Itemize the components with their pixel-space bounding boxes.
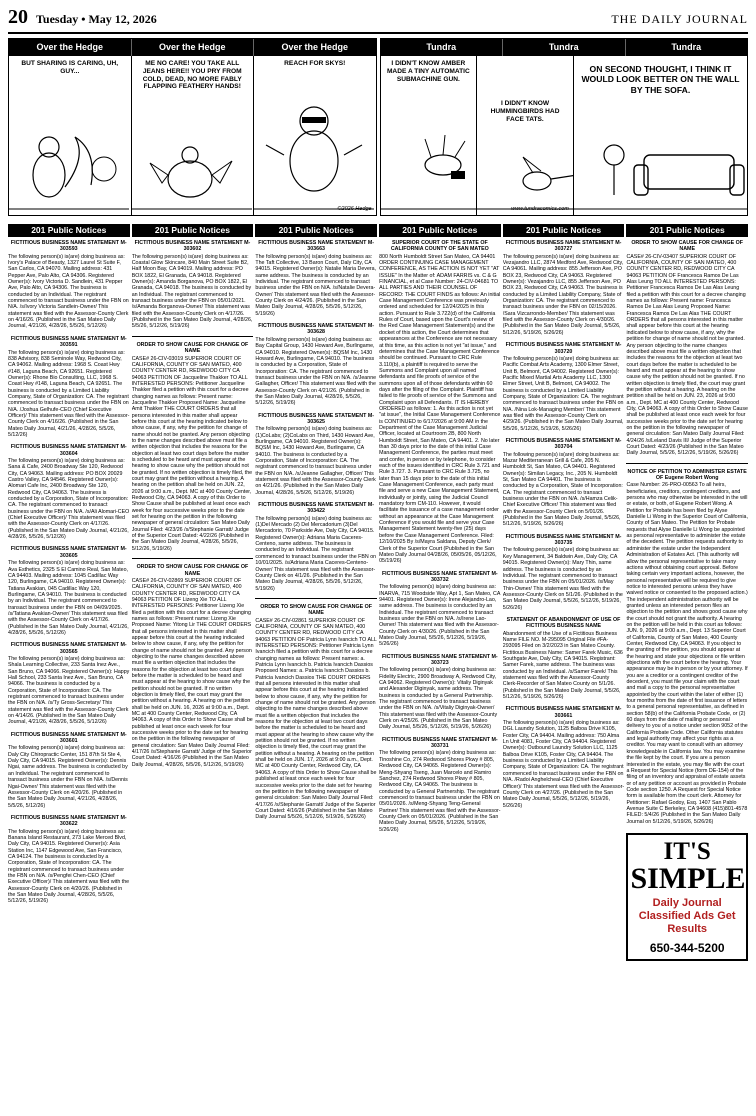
legal-notice: [379, 240, 501, 565]
strip-title-bar: [381, 39, 748, 56]
notice-title: FICTITIOUS BUSINESS NAME STATEMENT M-303663: [258, 240, 374, 253]
ad-headline: IT'S: [663, 837, 711, 865]
notices-column-3: [255, 224, 377, 1112]
legal-notice: [255, 240, 377, 317]
notice-body: The following person(s) is(are) doing business as: Tinoshine Co, 274 Redwood Shores Pkwy # 805, Redwood City, CA 94065. Registered Owner(s): Meng-Shyang Tseng, Juan Marcelo and Ramiro Sanchez, 274 Redwood Shores Pkwy # 805, Redwood City, CA 94065. The business is conducted by a General Partnership. The registrant commenced to transact business under the FBN on 05/01/2026. /s/Meng-Shyang Teng-General Partner/ This statement was filed with the Assessor-County Clerk on 05/01/2026. (Published in the San Mateo Daily Journal, 5/5/26, 5/12/26, 5/19/26, 5/26/26): [379, 750, 501, 833]
notice-title: FICTITIOUS BUSINESS NAME STATEMENT M-303731: [381, 736, 498, 750]
notice-body: The following person(s) is(are) doing business as: INARVA, 715 Woodside Way, Apt 1, San Mateo, CA 94401. Registered Owner(s): Irene Alejandro-Lao, same address. The business is conducted by an Individual. The registrant commenced to transact business under the FBN on N/A. /s/Irene Lao-Owner/ This statement was filed with the Assessor-County Clerk on 4/30/26. (Published in the San Mateo Daily Journal, 5/5/26, 5/12/26, 5/19/26, 5/26/26): [379, 584, 501, 648]
legal-notice: [379, 571, 501, 648]
legal-notice: [503, 438, 625, 528]
strip-title: Tundra: [671, 42, 702, 52]
notices-column-6: [626, 224, 748, 1112]
notice-title: FICTITIOUS BUSINESS NAME STATEMENT M-303601: [10, 731, 127, 745]
public-notices-section: [8, 224, 748, 1112]
notices-column-4: [379, 224, 501, 1112]
legal-notice: [255, 413, 377, 496]
divider: [132, 558, 254, 559]
legal-notice: [8, 444, 130, 540]
notice-body: The following person(s) is(are) doing business as: Ava Esthetics, 2325 S El Camino Real, San Mateo, CA 94403. Mailing address: 1045 Cadillac Way 120, Burlingame, CA 94010. Registered Owner(s): Tatiana Avakian, 045 Cadillac Way 120, Burlingame, CA 94010. The business is conducted by an Individual. The registrant commenced to transact business under the FBN on 04/09/2025. /s/Tatiana Avakian-Owner/ This statement was filed with the Assessor-County Clerk on 4/17/26. (Published in the San Mateo Daily Journal, 4/21/26, 4/28/26, 5/5/26, 5/12/26): [8, 560, 129, 636]
notice-title: FICTITIOUS BUSINESS NAME STATEMENT M-303704: [505, 437, 622, 451]
ad-tagline: Daily Journal Classified Ads Get Results: [638, 896, 736, 936]
notice-body: The following person(s) is(are) doing business as: Fidelity Electric, 2900 Broadway A, Redwood City, CA 94062. Registered Owner(s): Vitaliy Diginyak and Alexander Diginyak, same address. The business is conducted by a General Partnership. The registrant commenced to transact business under the FBN on N/A. /s/Vitaliy Diginyak-Owner/ This statement was filed with the Assessor-County Clerk on 4/25/26. (Published in the San Mateo Daily Journal, 5/5/26, 5/12/26, 5/19/26, 5/26/26): [379, 667, 498, 731]
notice-title: ORDER TO SHOW CAUSE FOR CHANGE OF NAME: [136, 341, 249, 355]
strip-title: Over the Hedge: [281, 42, 349, 52]
notice-title: FICTITIOUS BUSINESS NAME STATEMENT M-303605: [10, 546, 127, 559]
legal-notice: [8, 546, 130, 636]
column-heading: 201 Public Notices: [132, 224, 254, 237]
issue-date: Tuesday • May 12, 2026: [36, 12, 157, 26]
notice-title: FICTITIOUS BUSINESS NAME STATEMENT M-303727: [505, 240, 622, 253]
column-heading: 201 Public Notices: [503, 224, 625, 237]
notice-body: The following person(s) is(are) doing business as: Pacific Combat Arts Academy, 1300 Elmer Street, Unit B, Belmont, CA 94002. Registered Owner(s): Pacific Mixed Martial Arts Academy LLC, 1300 Elmer Street, Unit B, Belmont, CA 94002. The business is conducted by a Limited Liability Company, State of Organization: CA. The registrant commenced to transact business under the FBN on N/A. /Nina Lok-Managing Member/ This statement was filed with the Assessor-County Clerk on 4/29/26. (Published in the San Mateo Daily Journal, 5/5/26, 5/12/26, 5/19/26, 5/26/26): [502, 355, 624, 432]
legal-notice: [255, 604, 377, 821]
notice-body: The following person(s) is(are) doing business as: Ivory's Palace of Beauty, 1327 Laurel St Suite F, San Carlos, CA 94070. Mailing address: 431 Pepper Ave, Palo Alto, CA 94306. Registered Owner(s): Ivory Victoria D. Sandlein, 431 Pepper Ave, Palo Alto, CA 94306. The business is conducted by an Individual. The registrant commenced to transact business under the FBN on N/A. /s/Ivory Victoria Sandlein-Owner/ This statement was filed with the Assessor-County Clerk on 4/16/26. (Published in the San Mateo Daily Journal, 4/21/26, 4/28/26, 5/5/26, 5/12/26): [8, 253, 129, 330]
masthead: [8, 6, 748, 34]
notice-body: CASE# 26-CIV-02869 SUPERIOR COURT OF CALIFORNIA, COUNTY OF SAN MATEO, 400 COUNTY CENTER RD, REDWOOD CITY CA 94063 PETITION OF Lizeng Xie TO ALL INTERESTED PERSONS: Petitioner Lizeng Xie filed a petition with this court for a decree changing names as follows: Present name: Lizeng Xie Proposed Name: Yitong Lir THE COURT ORDERS that all persons interested in this matter shall appear before this court at the hearing indicated below to show cause, if any, why the petition for change of name should not be granted. Any person objecting to the name changes described above must file a written objection that includes the reasons for the objection at least two court days before the matter is scheduled to be heard and must appear at the hearing to show cause why the petition should not be granted. If no written objection is timely filed, the court may grant the petition without a hearing. A hearing on the petition shall be held on JUN. 16, 2026 at 9:00 a.m., Dept. MC at 400 County Center, Redwood City, CA 94063. A copy of this Order to Show Cause shall be published at least once each week for four successive weeks prior to the date set for hearing on the petition in the following newspaper of general circulation: San Mateo Daily Journal Filed: 4/17/26 /s/Stephanie Garratt/ Judge of the Superior Court Dated: 4/16/26 (Published in the San Mateo Daily Journal, 4/28/26, 5/5/26, 5/12/26, 5/19/26): [131, 577, 253, 768]
speech-bubble: BUT SHARING IS CARING, UH, GUY...: [21, 60, 119, 75]
hummingbird-drawing: [477, 145, 574, 215]
legal-notice: [255, 323, 377, 406]
notice-body: The following person(s) is(are) doing business as: Banana Island Restaurant, 273 Lake Merced Blvd, Daly City, CA 94015. Registered Owner(s): Asia Station Inc, 1147 Edgewood Ave, San Francisco, CA 94124. The business is conducted by a Corporation, State of Incorporation: CA. The registrant commenced to transact business under the FBN on N/A. /s/Pengfei Chen-CEO (Chief Executive Officer)/ This statement was filed with the Assessor-County Clerk on 4/20/26. (Published in the San Mateo Daily Journal, 4/28/26, 5/5/26, 5/12/26, 5/19/26): [8, 828, 130, 905]
comic-signature: ©2026 Hedge: [337, 206, 372, 212]
notice-body: The following person(s) is(are) doing business as: The Taft Collective, 13 Baron Court, Daly City, CA 94015. Registered Owner(s): Natalie Maria Devera, same address. The business is conducted by an Individual. The registrant commenced to transact business under the FBN on N/A. /s/Natalie Devera-Owner/ This statement was filed with the Assessor-County Clerk on 4/24/26. (Published in the San Mateo Daily Journal, 4/28/26, 5/5/26, 5/12/26, 5/19/26): [255, 253, 377, 317]
comic-strip-over-the-hedge: [8, 38, 377, 216]
legal-notice: [503, 534, 625, 611]
comic-strip-tundra: [380, 38, 749, 216]
notice-body: The following person(s) is(are) doing business as: Vezajandro LLC, 2874 Medford Ave, Redwood City, CA 94061. Mailing address: 855 Jefferson Ave, PO BOX 23, Redwood City, CA 94063. Registered Owner(s): Vezajandro LLC, 855 Jefferson Ave, PO BOX 23, Redwood City, CA 94063. The business is conducted by a Limited Liability Company, State of Organization: CA. The registrant commenced to transact business under the FBN on 02/15/2026. /Sara Vizcarrondo-Member/ This statement was filed with the Assessor-County Clerk on 4/30/26. (Published in the San Mateo Daily Journal, 5/5/26, 5/12/26, 5/19/26, 5/26/26): [502, 253, 624, 336]
notice-title: FICTITIOUS BUSINESS NAME STATEMENT M-303735: [505, 533, 622, 547]
page-number: 20: [8, 6, 28, 28]
legal-notice: [132, 342, 254, 552]
legal-notice: [626, 240, 748, 457]
wasp-drawing: [381, 95, 478, 215]
notice-body: Case Number: 26-PRO-00563 To all heirs, beneficiaries, creditors, contingent creditors, and persons who may otherwise be interested in the will or estate, or both, of Eugene Robert Wong. A Petition for Probate has been filed by Alyse Danielle Li Wong in the Superior Court of California, County of San Mateo. The Petition for Probate requests that Alyse Danielle Li Wong be appointed as personal representative to administer the estate of the decedent. The petition requests authority to administer the estate under the Independent Administration of Estates Act. (This authority will allow the personal representative to take many actions without obtaining court approval. Before taking certain very important actions, however, the personal representative will be required to give notice to interested persons unless they have waived notice or consented to the proposed action.) The independent administration authority will be granted unless an interested person files an objection to the petition and shows good cause why the court should not grant the authority. A hearing on the petition will be held in this court as follows: JUN. 9, 2026 at 9:00 a.m., Dept. 13 Superior Court of California, County of San Mateo, 400 County Center, Redwood City, CA 94063. If you object to the granting of the petition, you should appear at the hearing and state your objections or file written objections with the court before the hearing. Your appearance may be in person or by your attorney. If you are a creditor or a contingent creditor of the decedent, you must file your claim with the court and mail a copy to the personal representative appointed by the court within the later of either (1) four months from the date of first issuance of letters to a general personal representative, as defined in section 58(b) of the California Probate Code, or (2) 60 days from the date of mailing or personal delivery to you of a notice under section 9052 of the California Probate Code. Other California statutes and legal authority may affect your rights as a creditor. You may want to consult with an attorney knowledgeable in California law. You may examine the file kept by the court. If you are a person interested in the estate, you may file with the court a Request for Special Notice (form DE-154) of the filing of an inventory and appraisal of estate assets or of any petition or account as provided in Probate Code section 1250. A Request for Special Notice form is available from the court clerk. Attorney for Petitioner: Rafael Godoy, Esq. 1407 San Pablo Avenue Suite C Berkeley, CA 94608 (415)801-4578 FILED: 5/4/26 (Published in the San Mateo Daily Journal on 5/12/26, 5/19/26, 5/26/26): [626, 482, 748, 825]
notice-title: FICTITIOUS BUSINESS NAME STATEMENT M-303422: [258, 502, 374, 515]
notice-body: The following person(s) is(are) doing business as: Daly City Chiropractic Center, 151 87th St Ste 4, Daly City, CA 94015. Registered Owner(s): Dennis Ngai, same address. The business is conducted by an Individual. The registrant commenced to transact business under the FBN on N/A. /s/Dennis Ngai-Owner/ This statement was filed with the Assessor-County Clerk on 4/20/26. (Published in the San Mateo Daily Journal, 4/21/26, 4/28/26, 5/5/26, 5/12/26): [8, 745, 128, 809]
notice-body: The following person(s) is(are) doing business as: 838 Advisory, 838 Seminole Way, Redwood City, CA 94062. Mailing address: 1968 S. Coast Hwy #148, Laguna Beach, CA 92651. Registered Owner(s): Rhone Bio Consulting, LLC, 1968 S. Coast Hwy #148, Laguna Beach, CA 92651. The business is conducted by a Limited Liability Company, State of Organization: CA. The registrant commenced to transact business under the FBN on N/A. /Joshua Gelhufe-CEO (Chief Executive Officer)/ This statement was filed with the Assessor-County Clerk on 4/16/26. (Published in the San Mateo Daily Journal, 4/21/26, 4/28/26, 5/5/26, 5/12/26): [8, 349, 130, 438]
notice-title: FICTITIOUS BUSINESS NAME STATEMENT M-303661: [505, 706, 622, 719]
strip-title: Tundra: [381, 39, 504, 56]
speech-bubble: ME NO CARE! YOU TAKE ALL JEANS HERE!! YOU PRY FROM COLD, DEAD, NO MORE FABLY FLAPPING FEATHERY HANDS!: [142, 60, 242, 91]
classified-ad: [626, 833, 748, 961]
notice-body: The following person(s) is(are) doing business as: (1)Del Mercado (2) Del Mercadorium (3)Del Mercadorio, 70 Parkside Ave, Daly City, CA 94015. Registered Owner(s): Adriana Maria Caceres-Centeno, same address. The business is conducted by an Individual. The registrant commenced to transact business under the FBN on 10/01/2025. /s/Adriana Maria Caceres-Centeno-Owner/ This statement was filed with the Assessor-County Clerk on 4/1/26. (Published in the San Mateo Daily Journal, 4/28/26, 5/5/26, 5/12/26, 5/19/26): [255, 515, 377, 592]
comic-panel: [574, 56, 747, 215]
speech-bubble: ON SECOND THOUGHT, I THINK IT WOULD LOOK BETTER ON THE WALL BY THE SOFA.: [581, 64, 740, 95]
notice-title: ORDER TO SHOW CAUSE FOR CHANGE OF NAME: [260, 603, 372, 617]
comic-panel: [477, 56, 574, 215]
strip-title: Tundra: [503, 39, 626, 56]
legal-notice: [8, 642, 130, 725]
notice-title: FICTITIOUS BUSINESS NAME STATEMENT M-303628: [258, 323, 374, 336]
legal-notice: [8, 732, 130, 809]
notice-title: FICTITIOUS BUSINESS NAME STATEMENT M-303593: [10, 240, 127, 253]
comic-panel: [381, 56, 478, 215]
bird-drawing: [132, 115, 252, 215]
legal-notice: [132, 240, 254, 330]
notice-body: CASE# 26-CIV-02861 SUPERIOR COURT OF CALIFORNIA, COUNTY OF SAN MATEO, 400 COUNTY CENTER RD, REDWOOD CITY CA 94063 PETITION OF Patricia Lynn Ivancich TO ALL INTERESTED PERSONS: Petitioner Patricia Lynn Ivancich filed a petition with this court for a decree changing names as follows: Present names: a. Patricia Lynn Ivancich b. Patricia Ivancich Dassios Proposed Names: a. Patricia Ivancich Dassios b. Patricia Ivancich Dassios THE COURT ORDERS that all persons interested in this matter shall appear before this court at the hearing indicated below to show cause, if any, why the petition for change of name should not be granted. Any person objecting to the name changes described above must file a written objection that includes the reasons for the objection at least two court days before the matter is scheduled to be heard and must appear at the hearing to show cause why the petition should not be granted. If no written objection is timely filed, the court may grant the petition without a hearing. A hearing on the petition shall be held on JUN. 17, 2026 at 9:00 a.m., Dept. MC at 400 County Center, Redwood City, CA 94063. A copy of this Order to Show Cause shall be published at least once each week for four successive weeks prior to the date set for hearing on the petition in the following newspaper of general circulation: San Mateo Daily Journal Filed: 4/17/26 /s/Stephanie Garratt/ Judge of the Superior Court Dated: 4/16/26 (Published in the San Mateo Daily Journal 5/5/26, 5/12/26, 5/19/26, 5/26/26): [255, 617, 377, 821]
notices-column-2: [132, 224, 254, 1112]
notice-title: FICTITIOUS BUSINESS NAME STATEMENT M-303723: [381, 653, 498, 666]
notice-title: FICTITIOUS BUSINESS NAME STATEMENT M-303591: [10, 335, 127, 349]
newspaper-name: THE DAILY JOURNAL: [611, 12, 748, 26]
notice-body: The following person(s) is(are) doing business as: Key Management, 34 Baldwin Ave, Daly City, CA 94015. Registered Owner(s): Mary Thin, same address. The business is conducted by an Individual. The registrant commenced to transact business under the FBN on 05/01/2026. /s/May Thin-Owner/ This statement was filed with the Assessor-County Clerk on 5/1/26. (Published in the San Mateo Daily Journal, 5/5/26, 5/12/26, 5/19/26, 5/26/26): [502, 547, 623, 611]
legal-notice: [379, 737, 501, 833]
divider: [132, 336, 254, 337]
legal-notice: [503, 706, 625, 809]
strip-title: Over the Hedge: [132, 39, 255, 56]
legal-notice: [132, 564, 254, 768]
notice-body: The following person(s) is(are) doing business as: Coastal Glow Skincare, 840 Main Street Suite B2, Half Moon Bay, CA 94019. Mailing address: PO BOX 1822, El Granada, CA 94018. Registered Owner(s): Amanda Borganova, PO BOX 1822, El Granada, CA 94018. The business is conducted by an Individual. The registrant commenced to transact business under the FBN on 05/01/2021. /s/Amanda Borganova-Owner/ This statement was filed with the Assessor-County Clerk on 4/17/26. (Published in the San Mateo Daily Journal, 4/28/26, 5/5/26, 5/12/26, 5/19/26): [131, 253, 253, 330]
column-heading: 201 Public Notices: [255, 224, 377, 237]
notice-body: The following person(s) is(are) doing business as: DGL Laundry Solution, 1125 Balboa Drive K105, Foster City, CA 94404. Mailing address: 750 Alma Ln Unit 4081, Foster City, CA 94404. Registered Owner(s): Outbound Laundry Solution LLC, 1125 Balboa Drive K105, Foster City, CA 94404. The business is conducted by a Limited Liability Company, State of Organization: CA. The registrant commenced to transact business under the FBN on N/A. /Radoi Anghelcheal-CEO (Chief Executive Officer)/ This statement was filed with the Assessor-County Clerk on 4/27/26. (Published in the San Mateo Daily Journal, 5/5/26, 5/12/26, 5/19/26, 5/26/26): [502, 720, 625, 809]
column-heading: 201 Public Notices: [379, 224, 501, 237]
divider: [255, 598, 377, 599]
speech-bubble: I DIDN'T KNOW AMBER MADE A TINY AUTOMATIC SUBMACHINE GUN.: [386, 60, 470, 83]
notices-column-5: [503, 224, 625, 1112]
notice-title: ORDER TO SHOW CAUSE FOR CHANGE OF NAME: [136, 564, 249, 577]
notice-title: FICTITIOUS BUSINESS NAME STATEMENT M-303720: [505, 342, 622, 355]
raccoon-drawing: [254, 75, 374, 215]
notice-title: FICTITIOUS BUSINESS NAME STATEMENT M-303602: [134, 240, 251, 253]
speech-bubble: I DIDN'T KNOW HUMMINGBIRDS HAD FACE TATS.: [490, 100, 560, 123]
notice-body: The following person(s) is(are) doing business as: Mazar Mediterranean Grill & Cafe, 205 N. Humboldt St, San Mateo, CA 94401. Registered Owner(s): Similan Legacy, Inc., 205 N. Humboldt St, San Mateo CA 94401. The business is conducted by a Corporation, State of Incorporation: CA. The registrant commenced to transact business under the FBN on N/A. /s/Hamza Celik-Chief Executive Officer/ This statement was filed with the Assessor-County Clerk on 5/01/26. (Published in the San Mateo Daily Journal, 5/5/26, 5/12/26, 5/19/26, 5/26/26): [502, 451, 623, 528]
notice-title: NOTICE OF PETITION TO ADMINISTER ESTATE OF Eugene Robert Wong: [627, 468, 747, 482]
column-heading: 201 Public Notices: [626, 224, 748, 237]
ad-phone-number: 650-344-5200: [649, 940, 725, 955]
notice-title: FICTITIOUS BUSINESS NAME STATEMENT M-303625: [258, 412, 374, 425]
notice-body: The following person(s) is(are) doing business as: Shala Learning Collective, 233 Santa Inez Ave., San Bruno, CA 94066. Registered Owner(s): Happy Hall School, 233 Santa Inez Ave., San Bruno, CA 94066. The business is conducted by a Corporation, State of Incorporation: CA. The registrant commenced to transact business under the FBN on N/A. /s/Ty Gross-Secretary/ This statement was filed with the Assessor-County Clerk on 4/14/26. (Published in the San Mateo Daily Journal, 4/21/26, 4/28/26, 5/5/26, 5/12/26): [8, 655, 130, 726]
notice-body: CASE# 26-CIV-03019 SUPERIOR COURT OF CALIFORNIA, COUNTY OF SAN MATEO, 400 COUNTY CENTER RD, REDWOOD CITY CA 94063 PETITION OF Jacqueline Thakker TO ALL INTERESTED PERSONS: Petitioner Jacqueline Thakker filed a petition with this court for a decree changing names as follows: Present name: Jacqueline Thakker Proposed Name: Jacqueline Amit Thakker THE COURT ORDERS that all persons interested in this matter shall appear before this court at the hearing indicated below to show cause, if any, why the petition for change of name should not be granted. Any person objecting to the name changes described above must file a written objection that includes the reasons for the objection at least two court days before the matter is scheduled to be heard and must appear at the hearing to show cause why the petition should not be granted. If no written objection is timely filed, the court may grant the petition without a hearing. A hearing on the petition shall be held on JUN. 22, 2026 at 9:00 a.m., Dept. MC at 400 County Center, Redwood City, CA 94063. A copy of this Order to Show Cause shall be published at least once each week for four successive weeks prior to the date set for hearing on the petition in the following newspaper of general circulation: San Mateo Daily Journal Filed: 4/23/26 /s/Stephanie Garratt/ Judge of the Superior Court Dated: 4/22/26 (Published in the San Mateo Daily Journal, 4/28/26, 5/5/26, 5/12/26, 5/19/26): [131, 355, 253, 552]
comic-panel: [132, 56, 255, 215]
legal-notice: [503, 240, 625, 336]
column-heading: 201 Public Notices: [8, 224, 130, 237]
comic-signature: www.tundracomics.com: [511, 206, 569, 212]
legal-notice: [8, 336, 130, 439]
legal-notice: [8, 240, 130, 330]
legal-notice: [255, 502, 377, 592]
strip-title-bar: [9, 39, 376, 56]
notice-body: Abandonment of the Use of a Fictitious Business Name FILE NO. M-295095 Original File #FA-293095 Filed on 3/2/2023 in San Mateo County. Fictitious Business Name: Samer Farek Music, 636 Southgate Ave, Daly City, CA 94015. Registrant: Samer Farek, same address. The business was conducted by an Individual. /s/Samer Farek/ This statement was filed with the Assessor-County Clerk-Recorder of San Mateo County on 5/1/26. (Published in the San Mateo Daily Journal, 5/5/26, 5/12/26, 5/19/26, 5/26/26): [502, 630, 623, 701]
notice-body: The following person(s) is(are) doing business as: Bay Capital Group, 1430 Howard Ave, Burlingame, CA 94010. Registered Owner(s): BQSM Inc, 1430 Howard Ave, Burlingame, CA 94010. The business is conducted by a Corporation, State of Incorporation: CA. The registrant commenced to transact business under the FBN on N/A. /s/Jeanne Gallagher, Officer/ This statement was filed with the Assessor-County Clerk on 4/21/26. (Published in the San Mateo Daily Journal, 4/28/26, 5/5/26, 5/12/26, 5/19/26): [255, 336, 377, 407]
notices-column-1: [8, 224, 130, 1112]
divider: [626, 463, 748, 464]
sofa-drawing: [574, 115, 747, 215]
notice-title: FICTITIOUS BUSINESS NAME STATEMENT M-303565: [10, 642, 127, 655]
comics-section: [8, 38, 748, 216]
notice-title: FICTITIOUS BUSINESS NAME STATEMENT M-303732: [381, 570, 498, 583]
strip-title: Over the Hedge: [9, 39, 132, 56]
comic-panel: [9, 56, 132, 215]
notice-title: FICTITIOUS BUSINESS NAME STATEMENT M-303622: [10, 814, 127, 828]
legal-notice: [503, 617, 625, 700]
notice-body: 800 North Humboldt Street San Mateo, CA 94401 ORDER CONTINUING CASE MANAGEMENT CONFERENCE, AS THE ACTION IS NOT YET "AT ISSUE" In the Matter of: ADAM FARRIS vs. C & G FINANCIAL, et al Case Number: 24-CIV-04681 TO ALL PARTIES AND THEIR COUNSEL OF RECORD: THE COURT FINDS as follows: An initial Case Management Conference was previously ordered and scheduled for 12/24/2025 in this action. Pursuant to Rule 3.722(d) of the California Rules of Court, based upon the Court's review of the Red Case Management Statement(s) and the docket of this action, the Court determines that appearances at the Conference are not necessary at this time, as this action is not yet "at issue," and determines that the Case Management Conference should be continued. Pursuant to CRC Rule 3.110(b), a plaintiff is required to serve the Summons and Complaint upon all named defendants and file proofs of service of the summons upon all of those defendants within 60 days after the filing of the Complaint. Plaintiff has failed to file proofs of service of the Summons and Complaint upon all Defendants. IT IS HEREBY ORDERED as follows: 1. As this action is not yet "at issue", the Initial Case Management Conference is CONTINUED to 6/17/2026 at 9:00 AM in the Department of the Case Management Judicial Officer, located at Courtroom 2B, 800 North Humboldt Street, San Mateo, CA 94401. 2. No later than 30 days prior to the date of this initial Case Management Conference, the parties must meet and confer, in person or by telephone, to consider each of the issues identified in CRC Rule 3.721 and Rule 3.727. 3. Pursuant to CRC Rule 3.725, no later than 15 days prior to the date of this initial Case Management Conference, each party must file and serve a new Case Management Statement, individually or jointly, using the Judicial Council mandatory form CM-110. However, it would facilitate the issuance of a case management order without an appearance at the Case Management Conference if you would file and serve your Case Management Statement twenty-five (25) days before the Case Management Conference. Filed: 12/10/2025 By /s/Mayra Saldana, Deputy Clerk/ Clerk of the Superior Court (Published in the San Mateo Daily Journal 04/28/26, 05/05/26, 05/12/26, 05/19/26): [379, 253, 501, 565]
comic-panel: [254, 56, 376, 215]
speech-bubble: REACH FOR SKYS!: [284, 60, 346, 67]
notice-title: SUPERIOR COURT OF THE STATE OF CALIFORNIA COUNTY OF SAN MATEO: [390, 240, 489, 253]
notice-body: CASE# 26-CIV-03407 SUPERIOR COURT OF CALIFORNIA, COUNTY OF SAN MATEO, 400 COUNTY CENTER RD, REDWOOD CITY CA 94063 PETITION OF Francesca Ramos De Las Alas Leung TO ALL INTERESTED PERSONS: Petitioner Francesca Ramos De Las Alas Leung filed a petition with this court for a decree changing names as follows: Present name: Francesca Ramos De Las Alas Leung Proposed Name: Francesca Ramos De Las Alas THE COURT ORDERS that all persons interested in this matter shall appear before this court at the hearing indicated below to show cause, if any, why the petition for change of name should not be granted. Any person objecting to the name changes described above must file a written objection that includes the reasons for the objection at least two court days before the matter is scheduled to be heard and must appear at the hearing to show cause why the petition should not be granted. If no written objection is timely filed, the court may grant the petition without a hearing. A hearing on the petition shall be held on JUN. 23, 2026 at 9:00 a.m., Dept. MC at 400 County Center, Redwood City, CA 94063. A copy of this Order to Show Cause shall be published at least once each week for four successive weeks prior to the date set for hearing on the petition in the following newspaper of general circulation: San Mateo Daily Journal Filed: 4/24/26 /s/Leland Davis III/ Judge of the Superior Court Dated: 4/23/26 (Published in the San Mateo Daily Journal, 5/5/26, 5/12/26, 5/19/26, 5/26/26): [626, 253, 748, 457]
legal-notice: [379, 654, 501, 731]
legal-notice: [8, 815, 130, 905]
legal-notice: [503, 342, 625, 432]
notice-body: The following person(s) is(are) doing business as: (1)CoLabs; (2)CoLabs on Third, 1430 Howard Ave, Burlingame, CA 94010. Registered Owner(s): BQSM Inc, 1430 Howard Ave, Burlingame, CA 94010. The business is conducted by a Corporation, State of Incorporation: CA. The registrant commenced to transact business under the FBN on N/A. /s/Jeanne Gallagher, Officer/ This statement was filed with the Assessor-County Clerk on 4/21/26. (Published in the San Mateo Daily Journal, 4/28/26, 5/5/26, 5/12/26, 5/19/26): [255, 426, 376, 496]
legal-notice: [626, 469, 748, 825]
notice-title: FICTITIOUS BUSINESS NAME STATEMENT M-303604: [10, 444, 127, 457]
notice-body: The following person(s) is(are) doing business as: Sana & Cafe, 2400 Broadway Ste 120, Redwood City, CA 94063. Mailing address: PO BOX 20029 Castro Valley, CA 94546. Registered Owner(s): Alomari Cafe Inc, 2400 Broadway Ste 120, Redwood City, CA 94063. The business is conducted by a Corporation, State of Incorporation: CA. The registrant commenced to transact business under the FBN on N/A. /s/Ali Alomari-CEO (Chief Executive Officer)/ This statement was filed with the Assessor-County Clerk on 4/17/26. (Published in the San Mateo Daily Journal, 4/21/26, 4/28/26, 5/5/26, 5/12/26): [8, 458, 130, 541]
squirrel-drawing: [9, 97, 129, 215]
notice-title: STATEMENT OF ABANDONMENT OF USE OF FICTITIOUS BUSINESS NAME: [506, 616, 621, 630]
notice-title: ORDER TO SHOW CAUSE FOR CHANGE OF NAME: [631, 240, 744, 253]
ad-headline: SIMPLE: [630, 861, 746, 895]
